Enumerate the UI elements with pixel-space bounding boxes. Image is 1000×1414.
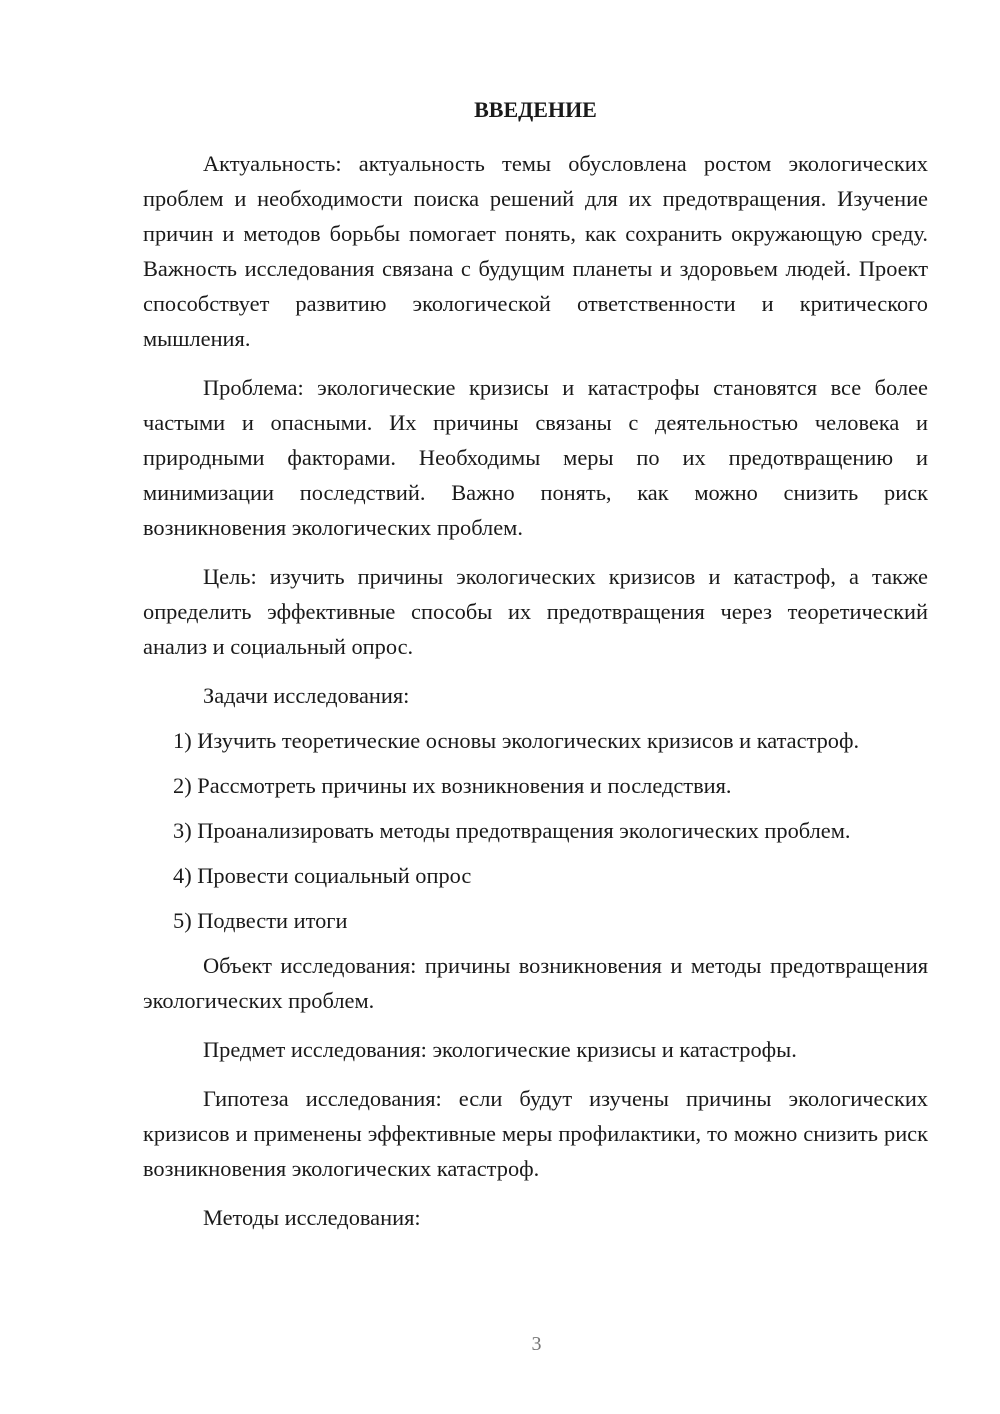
subject-paragraph: Предмет исследования: экологические кризисы и катастрофы. [203,1037,797,1062]
task-item: 5) Подвести итоги [173,908,348,933]
task-item: 2) Рассмотреть причины их возникновения и последствия. [173,773,732,798]
document-page [143,92,928,1249]
section-title: ВВЕДЕНИЕ [474,97,597,122]
task-item: 1) Изучить теоретические основы экологических кризисов и катастроф. [173,728,860,753]
relevance-paragraph: Актуальность: актуальность темы обусловлена ростом экологических проблем и необходимости поиска решений для их предотвращения. Изучение причин и методов борьбы помогает понять, как сохранить окружающую среду. Важность исследования связана с будущим планеты и здоровьем людей. Проект способствует развитию экологической ответственности и критического мышления. [143,151,928,351]
page-number: 3 [531,1333,542,1355]
task-item: 3) Проанализировать методы предотвращения экологических проблем. [173,818,851,843]
tasks-list [143,723,928,938]
problem-paragraph: Проблема: экологические кризисы и катастрофы становятся все более частыми и опасными. Их причины связаны с деятельностью человека и природными факторами. Необходимы меры по их предотвращению и минимизации последствий. Важно понять, как можно снизить риск возникновения экологических проблем. [143,375,928,540]
methods-heading: Методы исследования: [203,1205,421,1230]
object-paragraph: Объект исследования: причины возникновения и методы предотвращения экологических проблем. [143,953,928,1013]
tasks-heading: Задачи исследования: [203,683,410,708]
hypothesis-paragraph: Гипотеза исследования: если будут изучены причины экологических кризисов и применены эффективные меры профилактики, то можно снизить риск возникновения экологических катастроф. [143,1086,928,1181]
goal-paragraph: Цель: изучить причины экологических кризисов и катастроф, а также определить эффективные способы их предотвращения через теоретический анализ и социальный опрос. [143,564,928,659]
task-item: 4) Провести социальный опрос [173,863,472,888]
